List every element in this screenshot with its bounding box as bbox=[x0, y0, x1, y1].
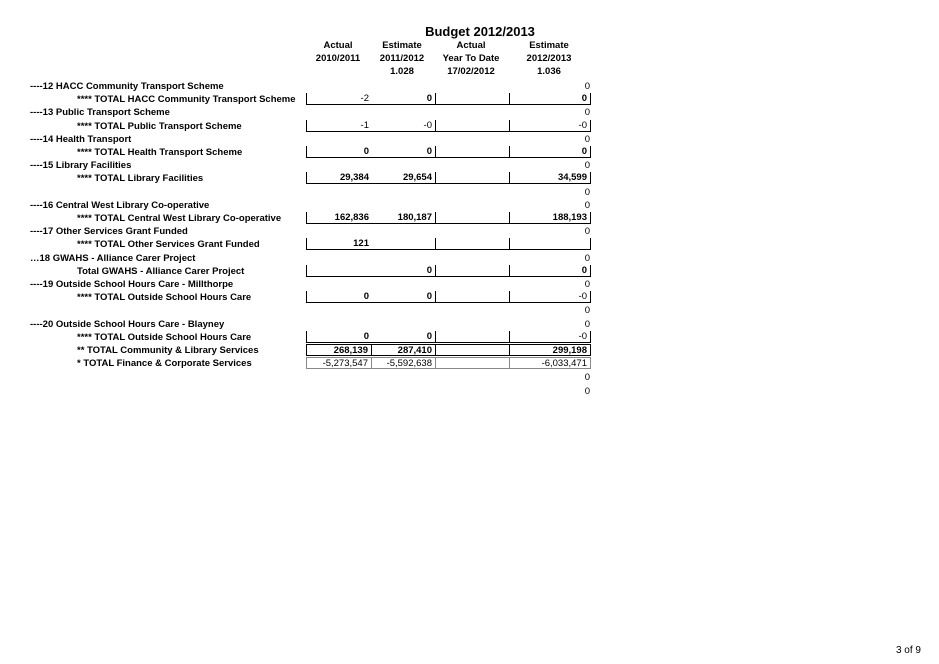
summary-cell-b: 287,410 bbox=[372, 344, 436, 356]
total-cell-d: 34,599 bbox=[510, 172, 591, 184]
column-header-2-line3: 1.028 bbox=[390, 66, 414, 77]
total-cell-b: 0 bbox=[372, 265, 436, 277]
summary-cell-c bbox=[436, 357, 510, 369]
total-cell-d: 0 bbox=[510, 93, 591, 105]
total-cell-b: 0 bbox=[372, 93, 436, 105]
summary-cell-d: 299,198 bbox=[510, 344, 591, 356]
group-zero-value: 0 bbox=[584, 318, 590, 330]
total-label: **** TOTAL Outside School Hours Care bbox=[77, 292, 252, 304]
group-zero-value: 0 bbox=[584, 81, 590, 92]
total-cell-a: -2 bbox=[306, 93, 372, 105]
total-cell-a: 0 bbox=[306, 331, 372, 343]
total-label: **** TOTAL Health Transport Scheme bbox=[77, 147, 243, 158]
total-cell-c bbox=[436, 93, 510, 105]
column-header-1-line2: 2010/2011 bbox=[315, 53, 361, 64]
page-indicator: 3 of 9 bbox=[895, 645, 921, 656]
total-cell-b: -0 bbox=[372, 120, 436, 132]
total-cell-b: 180,187 bbox=[372, 212, 436, 224]
total-cell-d bbox=[510, 238, 591, 250]
total-cell-a: 162,836 bbox=[306, 212, 372, 224]
total-cell-c bbox=[436, 172, 510, 184]
group-heading: ----19 Outside School Hours Care - Millthorpe bbox=[30, 279, 234, 290]
total-cell-a: 0 bbox=[306, 291, 372, 303]
total-cell-b: 29,654 bbox=[372, 172, 436, 184]
total-cell-c bbox=[436, 265, 510, 277]
summary-cell-a: 268,139 bbox=[306, 344, 372, 356]
total-cell-c bbox=[436, 146, 510, 158]
total-label: **** TOTAL Central West Library Co-operative bbox=[77, 213, 282, 224]
total-cell-a: 29,384 bbox=[306, 172, 372, 184]
group-heading: ----14 Health Transport bbox=[30, 133, 132, 145]
total-cell-c bbox=[436, 331, 510, 343]
total-cell-d: -0 bbox=[510, 331, 591, 343]
column-header-3-line3: 17/02/2012 bbox=[447, 66, 495, 77]
column-header-1-line1: Actual bbox=[323, 40, 353, 51]
group-heading: ----20 Outside School Hours Care - Blayney bbox=[30, 318, 225, 330]
summary-label: * TOTAL Finance & Corporate Services bbox=[77, 358, 252, 370]
group-heading: ----16 Central West Library Co-operative bbox=[30, 199, 210, 211]
total-cell-d: 0 bbox=[510, 265, 591, 277]
summary-cell-b: -5,592,638 bbox=[372, 357, 436, 369]
summary-label: ** TOTAL Community & Library Services bbox=[77, 345, 259, 356]
column-header-2-line2: 2011/2012 bbox=[379, 53, 425, 64]
total-cell-a: 121 bbox=[306, 238, 372, 250]
total-cell-b: 0 bbox=[372, 291, 436, 303]
group-zero-value: 0 bbox=[584, 199, 590, 211]
total-cell-c bbox=[436, 120, 510, 132]
total-cell-a bbox=[306, 265, 372, 277]
total-cell-d: -0 bbox=[510, 120, 591, 132]
total-cell-a: -1 bbox=[306, 120, 372, 132]
total-cell-c bbox=[436, 238, 510, 250]
total-cell-b: 0 bbox=[372, 331, 436, 343]
total-cell-c bbox=[436, 291, 510, 303]
spacer-zero-value: 0 bbox=[584, 186, 590, 198]
group-zero-value: 0 bbox=[584, 252, 590, 264]
total-cell-d: -0 bbox=[510, 291, 591, 303]
column-header-3-line2: Year To Date bbox=[442, 53, 500, 64]
group-heading: …18 GWAHS - Alliance Carer Project bbox=[30, 252, 196, 264]
trailing-zero-value: 0 bbox=[584, 385, 590, 397]
total-cell-b bbox=[372, 238, 436, 250]
report-title: Budget 2012/2013 bbox=[425, 24, 535, 39]
group-heading: ----17 Other Services Grant Funded bbox=[30, 226, 188, 238]
total-cell-c bbox=[436, 212, 510, 224]
total-cell-d: 188,193 bbox=[510, 212, 591, 224]
group-heading: ----15 Library Facilities bbox=[30, 160, 132, 172]
total-label: **** TOTAL Outside School Hours Care bbox=[77, 331, 252, 343]
group-heading: ----12 HACC Community Transport Scheme bbox=[30, 81, 224, 92]
spacer-zero-value: 0 bbox=[584, 305, 590, 317]
column-header-4-line1: Estimate bbox=[529, 40, 569, 51]
total-label: **** TOTAL Other Services Grant Funded bbox=[77, 239, 260, 251]
group-heading: ----13 Public Transport Scheme bbox=[30, 107, 170, 119]
total-cell-d: 0 bbox=[510, 146, 591, 158]
column-header-3-line1: Actual bbox=[456, 40, 486, 51]
column-header-2-line1: Estimate bbox=[382, 40, 422, 51]
group-zero-value: 0 bbox=[584, 226, 590, 238]
group-zero-value: 0 bbox=[584, 107, 590, 119]
summary-cell-a: -5,273,547 bbox=[306, 357, 372, 369]
summary-cell-c bbox=[436, 344, 510, 356]
group-zero-value: 0 bbox=[584, 133, 590, 145]
total-label: Total GWAHS - Alliance Carer Project bbox=[77, 265, 245, 277]
total-cell-a: 0 bbox=[306, 146, 372, 158]
column-header-4-line2: 2012/2013 bbox=[526, 53, 572, 64]
total-cell-b: 0 bbox=[372, 146, 436, 158]
group-zero-value: 0 bbox=[584, 160, 590, 172]
total-label: **** TOTAL Library Facilities bbox=[77, 173, 204, 185]
group-zero-value: 0 bbox=[584, 279, 590, 290]
total-label: **** TOTAL HACC Community Transport Scheme bbox=[77, 94, 296, 106]
trailing-zero-value: 0 bbox=[584, 372, 590, 384]
summary-cell-d: -6,033,471 bbox=[510, 357, 591, 369]
column-header-4-line3: 1.036 bbox=[537, 66, 561, 77]
total-label: **** TOTAL Public Transport Scheme bbox=[77, 120, 242, 132]
